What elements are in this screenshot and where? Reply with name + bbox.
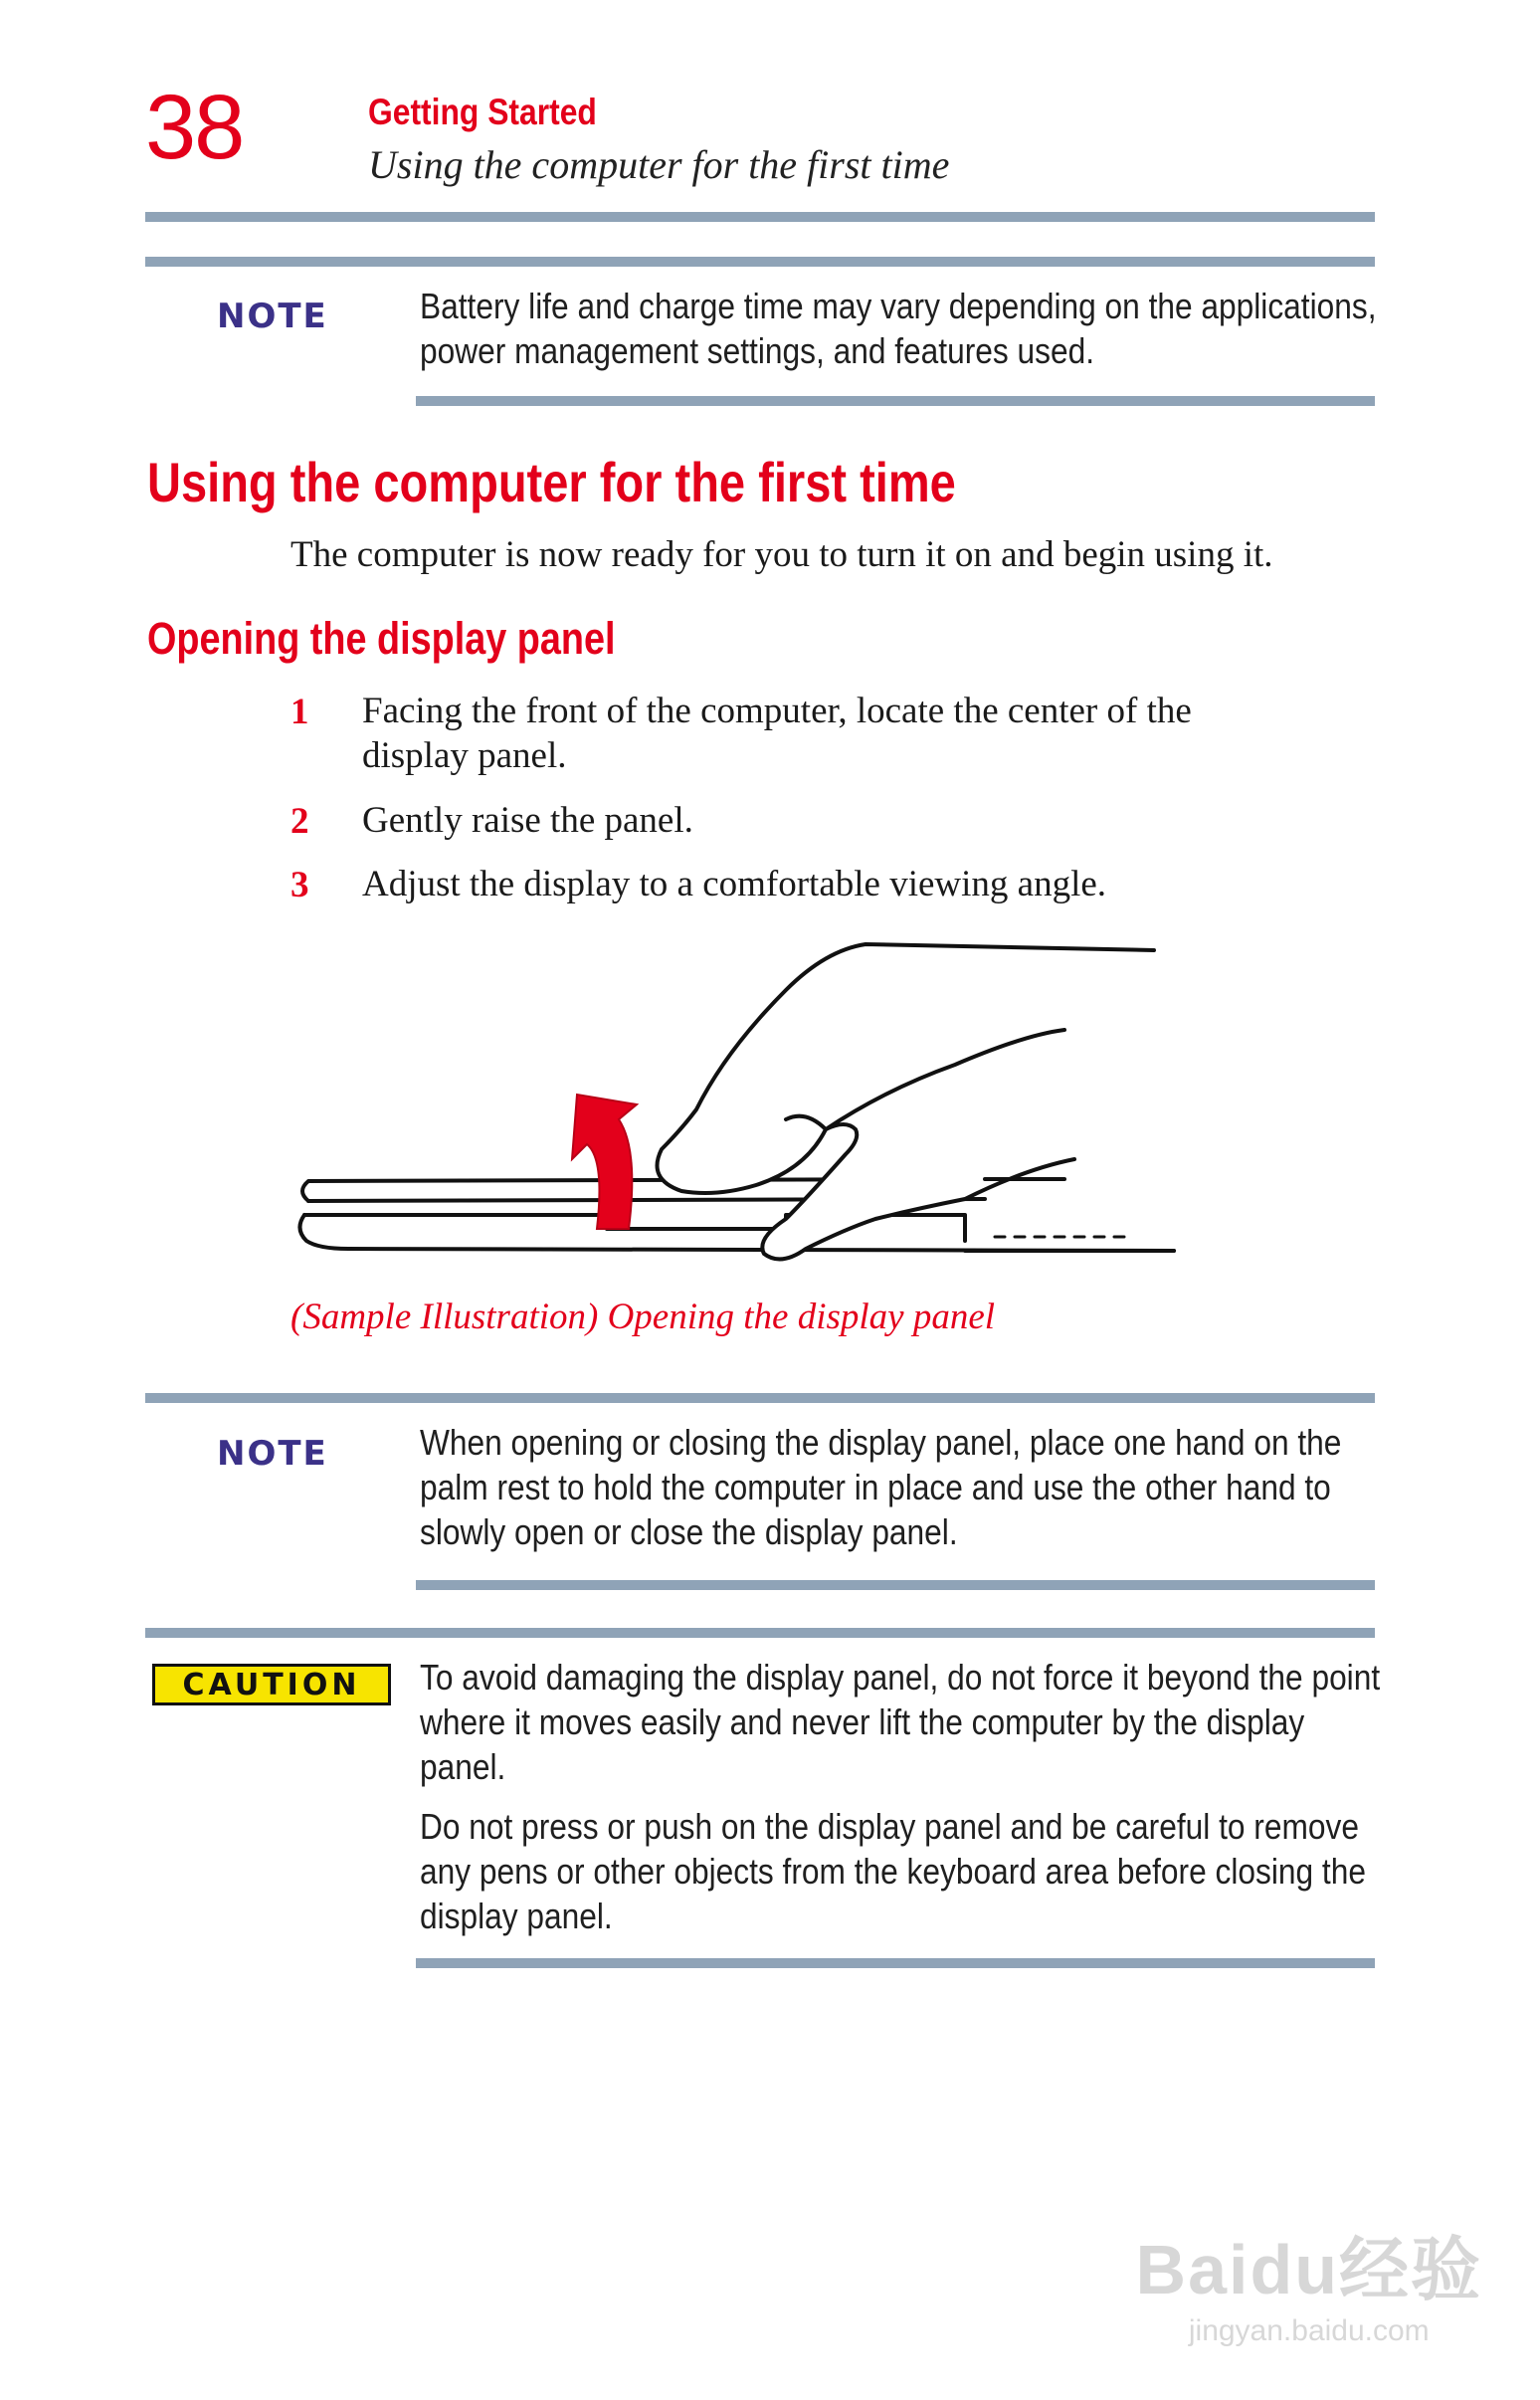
note1-top-rule (145, 257, 1375, 267)
note1-line: power management settings, and features used. (420, 330, 1095, 371)
step-line: display panel. (362, 735, 567, 776)
caution-text (420, 1655, 1383, 1938)
note2-line: slowly open or close the display panel. (420, 1511, 958, 1552)
step-text: Adjust the display to a comfortable viewing angle. (362, 864, 1107, 904)
caution-line: panel. (420, 1746, 506, 1787)
note2-bottom-rule (416, 1580, 1375, 1590)
note1-text (420, 284, 1383, 373)
note2-text (420, 1420, 1383, 1554)
step-line: Facing the front of the computer, locate the center of the (362, 691, 1192, 731)
caution-top-rule (145, 1628, 1375, 1638)
note2-label: NOTE (217, 1434, 328, 1474)
caution-line: Do not press or push on the display panel and be careful to remove (420, 1806, 1359, 1847)
note2-top-rule (145, 1393, 1375, 1403)
caution-badge: CAUTION (152, 1664, 391, 1705)
baidu-watermark-logo (1136, 2214, 1482, 2348)
step-text (362, 689, 1317, 778)
note1-label: NOTE (217, 297, 328, 336)
step-number: 1 (290, 692, 309, 732)
caution-line: display panel. (420, 1896, 613, 1936)
caution-bottom-rule (416, 1958, 1375, 1968)
caution-line: where it moves easily and never lift the computer by the display (420, 1701, 1305, 1742)
note1-line: Battery life and charge time may vary depending on the applications, (420, 286, 1377, 326)
caution-line: To avoid damaging the display panel, do not force it beyond the point (420, 1657, 1381, 1698)
watermark-brand: Baidu经验 (1135, 2231, 1482, 2308)
chapter-title: Getting Started (368, 92, 597, 132)
illustration-caption: (Sample Illustration) Opening the display panel (290, 1297, 996, 1337)
header-rule (145, 212, 1375, 222)
note1-bottom-rule (416, 396, 1375, 406)
caution-line: any pens or other objects from the keyboard area before closing the (420, 1851, 1366, 1892)
step-number: 3 (290, 865, 309, 905)
intro-paragraph: The computer is now ready for you to turn it on and begin using it. (290, 534, 1273, 575)
step-number: 2 (290, 801, 309, 842)
subheading: Opening the display panel (147, 613, 616, 664)
step-text: Gently raise the panel. (362, 800, 693, 841)
note2-line: palm rest to hold the computer in place and use the other hand to (420, 1467, 1331, 1507)
lift-arrow-icon (572, 1095, 637, 1229)
note2-line: When opening or closing the display panel, place one hand on the (420, 1422, 1342, 1463)
page-number: 38 (145, 77, 244, 178)
watermark-url: jingyan.baidu.com (1188, 2314, 1430, 2347)
section-heading: Using the computer for the first time (147, 451, 956, 513)
section-subtitle: Using the computer for the first time (368, 142, 950, 187)
laptop-opening-illustration (289, 930, 1204, 1289)
